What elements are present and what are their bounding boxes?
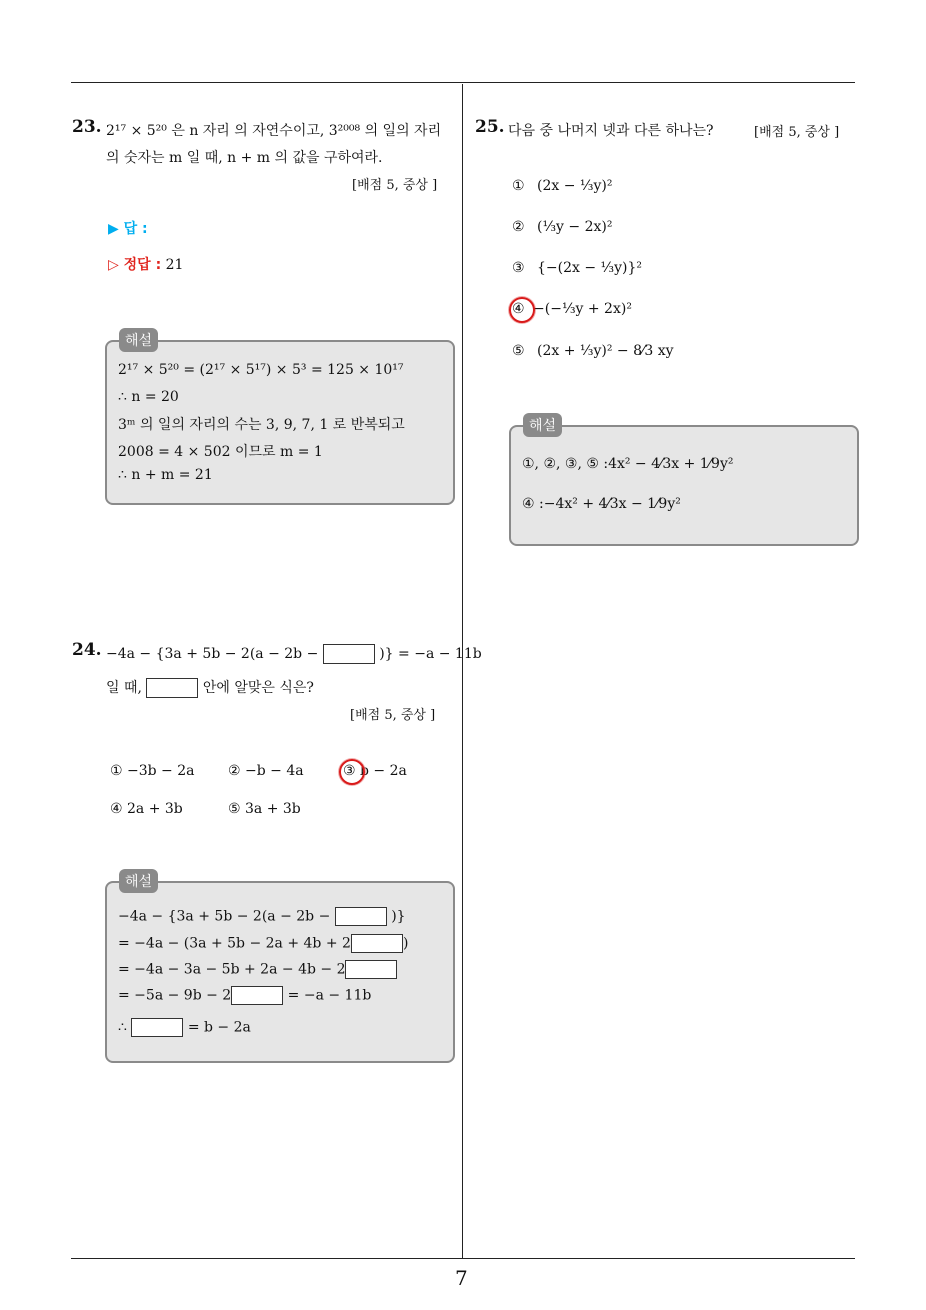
q24-blank-box-2 — [146, 678, 198, 698]
q25-option-3-expr: {−(2x − ⅓y)}² — [537, 260, 643, 276]
q24-sol-line-3 — [118, 960, 397, 979]
q24-sol-blank-4 — [231, 986, 283, 1005]
q23-solution-tag: 해설 — [119, 328, 158, 352]
q25-solution-tag: 해설 — [523, 413, 562, 437]
q24-selected-circle-mark — [339, 759, 365, 785]
q24-option-3[interactable]: ③ b − 2a — [343, 763, 407, 779]
q25-number: 25. — [475, 117, 505, 137]
q24-sol-line-2-post: ) — [402, 935, 409, 952]
q25-option-4-expr: −(−⅓y + 2x)² — [533, 301, 632, 317]
column-divider — [462, 84, 463, 1259]
q25-option-1-expr: (2x − ⅓y)² — [537, 178, 613, 194]
page-number: 7 — [455, 1266, 468, 1290]
q25-option-5[interactable] — [512, 343, 674, 359]
q24-sol-line-4-pre: = −5a − 9b − 2 — [118, 987, 232, 1004]
q24-blank-box — [323, 644, 375, 664]
q25-option-3-mark: ③ — [512, 260, 525, 276]
q25-selected-circle-mark — [509, 297, 535, 323]
q24-sol-line-5 — [118, 1018, 251, 1037]
q24-sol-line-5-post: = b − 2a — [187, 1019, 251, 1036]
q24-line1-pre: −4a − {3a + 5b − 2(a − 2b − — [106, 646, 319, 662]
q25-option-5-mark: ⑤ — [512, 343, 525, 359]
q24-line2 — [106, 677, 314, 698]
q25-score: [배점 5, 중상 ] — [754, 125, 840, 140]
q25-option-2-mark: ② — [512, 219, 525, 235]
q25-option-5-expr: (2x + ⅓y)² − 8⁄3 xy — [537, 343, 674, 359]
q25-question: 다음 중 나머지 넷과 다른 하나는? — [508, 123, 714, 139]
q25-option-2[interactable] — [512, 219, 612, 235]
q23-sol-line-4: 2008 = 4 × 502 이므로 m = 1 — [118, 444, 323, 460]
top-rule — [71, 82, 855, 83]
q25-option-2-expr: (⅓y − 2x)² — [537, 219, 613, 235]
q25-option-1-mark: ① — [512, 178, 525, 194]
q23-line2: 의 숫자는 m 일 때, n + m 의 값을 구하여라. — [106, 150, 383, 166]
q23-answer-label: ▶ 답 : — [108, 221, 148, 237]
q24-sol-line-4-post: = −a − 11b — [287, 987, 372, 1004]
q24-option-4[interactable]: ④ 2a + 3b — [110, 801, 183, 817]
q23-score: [배점 5, 중상 ] — [352, 178, 438, 193]
q24-solution-tag: 해설 — [119, 869, 158, 893]
q24-line2-post: 안에 알맞은 식은? — [202, 680, 314, 696]
q24-sol-line-1 — [118, 907, 406, 926]
q24-sol-blank-1 — [335, 907, 387, 926]
q24-sol-line-3-pre: = −4a − 3a − 5b + 2a − 4b − 2 — [118, 961, 346, 978]
q24-sol-line-2 — [118, 934, 408, 953]
q23-number: 23. — [72, 117, 102, 137]
q24-score: [배점 5, 중상 ] — [350, 708, 436, 723]
q24-option-1[interactable]: ① −3b − 2a — [110, 763, 195, 779]
q25-sol-line-1: ①, ②, ③, ⑤ :4x² − 4⁄3x + 1⁄9y² — [522, 456, 734, 472]
q23-sol-line-1: 2¹⁷ × 5²⁰ = (2¹⁷ × 5¹⁷) × 5³ = 125 × 10¹⁷ — [118, 362, 404, 378]
q24-sol-line-1-post: )} — [391, 908, 406, 925]
q25-solution-box — [509, 425, 859, 546]
q24-number: 24. — [72, 640, 102, 660]
q25-sol-line-2: ④ :−4x² + 4⁄3x − 1⁄9y² — [522, 496, 681, 512]
q24-sol-blank-5 — [131, 1018, 183, 1037]
q24-line1 — [106, 644, 482, 664]
q25-option-4-mark: ④ — [512, 301, 525, 317]
q24-sol-line-5-pre: ∴ — [118, 1019, 127, 1036]
q23-correct-value: 21 — [165, 257, 184, 273]
q24-sol-line-4 — [118, 986, 371, 1005]
q23-sol-line-3: 3ᵐ 의 일의 자리의 수는 3, 9, 7, 1 로 반복되고 — [118, 417, 405, 433]
q25-option-1[interactable] — [512, 178, 612, 194]
q24-sol-line-1-pre: −4a − {3a + 5b − 2(a − 2b − — [118, 908, 331, 925]
q23-sol-line-2: ∴ n = 20 — [118, 389, 179, 405]
q24-option-2[interactable]: ② −b − 4a — [228, 763, 304, 779]
q24-line1-post: )} = −a − 11b — [379, 646, 482, 662]
q24-line2-pre: 일 때, — [106, 680, 142, 696]
q25-option-3[interactable] — [512, 260, 642, 276]
q24-sol-blank-3 — [345, 960, 397, 979]
bottom-rule — [71, 1258, 855, 1259]
q24-option-5[interactable]: ⑤ 3a + 3b — [228, 801, 301, 817]
q23-correct — [108, 254, 183, 274]
q23-sol-line-5: ∴ n + m = 21 — [118, 467, 213, 483]
q24-sol-blank-2 — [351, 934, 403, 953]
q23-correct-label: ▷ 정답 : — [108, 257, 162, 273]
q23-line1: 2¹⁷ × 5²⁰ 은 n 자리 의 자연수이고, 3²⁰⁰⁸ 의 일의 자리 — [106, 123, 442, 139]
q24-sol-line-2-pre: = −4a − (3a + 5b − 2a + 4b + 2 — [118, 935, 351, 952]
